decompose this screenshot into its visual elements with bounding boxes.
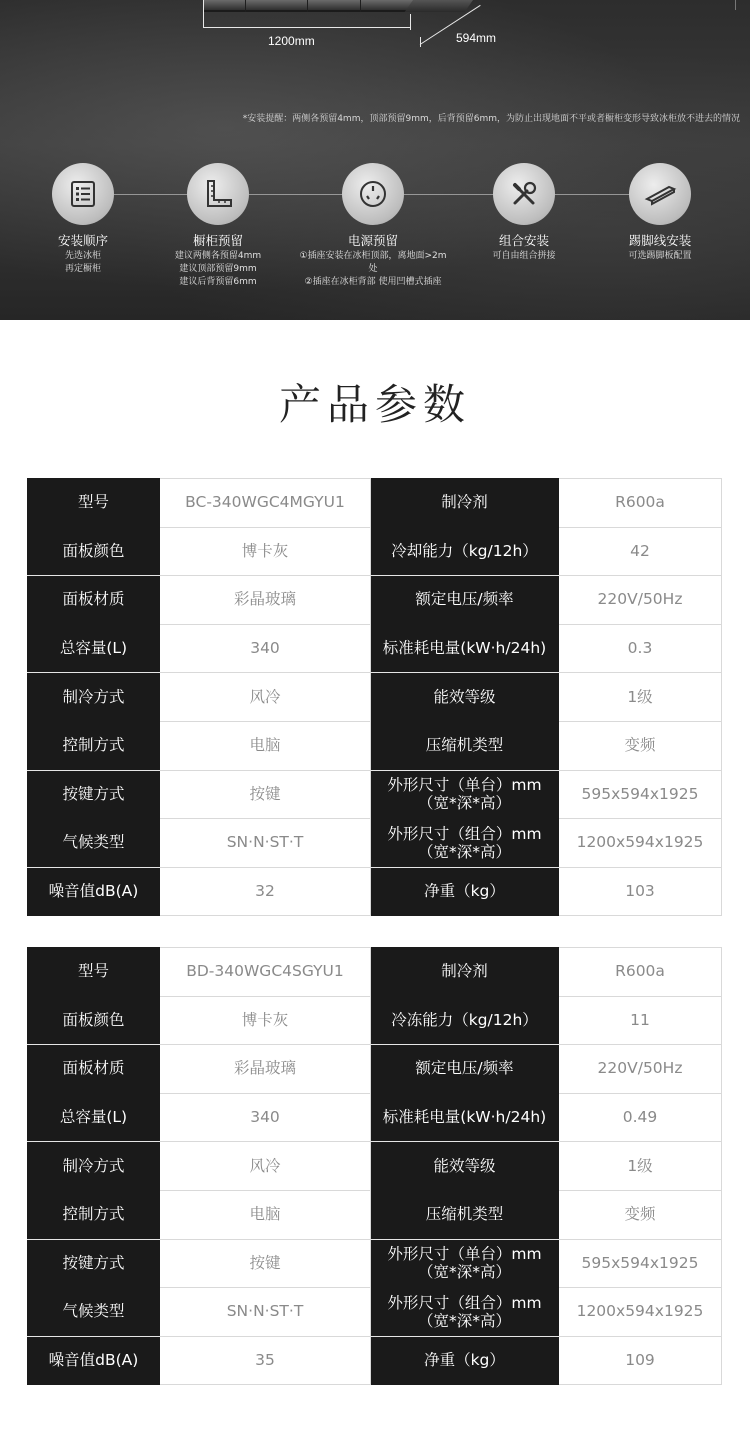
spec-row — [28, 1190, 722, 1239]
spec-label: 净重（kg） — [371, 867, 559, 916]
spec-row — [28, 1142, 722, 1191]
spec-row — [28, 770, 722, 819]
spec-label: 冷冻能力（kg/12h） — [371, 996, 559, 1045]
section-title: 产品参数 — [278, 380, 471, 429]
step-description: 先选冰柜 再定橱柜 — [64, 251, 101, 274]
fridge-side-edge — [405, 0, 473, 12]
spec-label: 制冷方式 — [28, 1142, 160, 1191]
step-title: 电源预留 — [347, 233, 398, 248]
step-baseboard-install — [585, 163, 735, 263]
spec-value: 彩晶玻璃 — [160, 576, 371, 625]
spec-value: 变频 — [559, 721, 722, 770]
spec-value: 220V/50Hz — [559, 1045, 722, 1094]
corner-ruler-icon — [187, 163, 249, 225]
width-dimension-label: 1200mm — [268, 34, 315, 48]
list-icon — [52, 163, 114, 225]
spec-row — [28, 819, 722, 868]
spec-row — [28, 673, 722, 722]
spec-value: 博卡灰 — [160, 996, 371, 1045]
spec-value: 按键 — [160, 1239, 371, 1288]
spec-label: 额定电压/频率 — [371, 576, 559, 625]
spec-value: 103 — [559, 867, 722, 916]
spec-value: 32 — [160, 867, 371, 916]
fridge-segment-line — [245, 0, 246, 12]
spec-label: 能效等级 — [371, 1142, 559, 1191]
spec-value: 340 — [160, 624, 371, 673]
spec-value: 42 — [559, 527, 722, 576]
spec-label: 压缩机类型 — [371, 721, 559, 770]
step-combo-install — [449, 163, 599, 263]
spec-label: 气候类型 — [28, 1288, 160, 1337]
spec-row — [28, 1045, 722, 1094]
step-description: ①插座安装在冰柜顶部，离地面>2m处 ②插座在冰柜背部 使用凹槽式插座 — [299, 251, 447, 287]
spec-label: 冷却能力（kg/12h） — [371, 527, 559, 576]
spec-label: 面板材质 — [28, 1045, 160, 1094]
spec-value: BC-340WGC4MGYU1 — [160, 479, 371, 528]
spec-value: BD-340WGC4SGYU1 — [160, 948, 371, 997]
spec-value: 按键 — [160, 770, 371, 819]
spec-label: 噪音值dB(A) — [28, 1336, 160, 1385]
spec-value: 电脑 — [160, 1190, 371, 1239]
spec-row — [28, 1239, 722, 1288]
spec-label: 面板材质 — [28, 576, 160, 625]
spec-value: 电脑 — [160, 721, 371, 770]
spec-label: 外形尺寸（单台）mm （宽*深*高） — [371, 770, 559, 819]
depth-dimension-label: 594mm — [456, 31, 497, 45]
spec-row — [28, 1336, 722, 1385]
spec-row — [28, 721, 722, 770]
spec-row — [28, 948, 722, 997]
spec-value: 1200x594x1925 — [559, 1288, 722, 1337]
spec-value: 340 — [160, 1093, 371, 1142]
spec-row — [28, 996, 722, 1045]
dimension-tick — [203, 0, 204, 28]
spec-label: 外形尺寸（单台）mm （宽*深*高） — [371, 1239, 559, 1288]
width-dimension-line — [203, 27, 411, 28]
spec-label: 控制方式 — [28, 721, 160, 770]
spec-value: SN·N·ST·T — [160, 819, 371, 868]
spec-label: 噪音值dB(A) — [28, 867, 160, 916]
step-description: 建议两侧各预留4mm 建议顶部预留9mm 建议后背预留6mm — [174, 251, 262, 287]
spec-label: 总容量(L) — [28, 624, 160, 673]
spec-value: R600a — [559, 479, 722, 528]
baseboard-icon — [629, 163, 691, 225]
step-title: 橱柜预留 — [192, 233, 243, 248]
power-socket-icon — [342, 163, 404, 225]
step-cabinet-reserve — [143, 163, 293, 289]
spec-value: SN·N·ST·T — [160, 1288, 371, 1337]
spec-value: 风冷 — [160, 1142, 371, 1191]
spec-value: 35 — [160, 1336, 371, 1385]
spec-label: 额定电压/频率 — [371, 1045, 559, 1094]
spec-label: 标准耗电量(kW·h/24h) — [371, 624, 559, 673]
spec-value: 0.49 — [559, 1093, 722, 1142]
spec-row — [28, 479, 722, 528]
fridge-bottom-edge — [203, 0, 413, 12]
install-steps — [0, 163, 750, 313]
spec-label: 压缩机类型 — [371, 1190, 559, 1239]
spec-value: 0.3 — [559, 624, 722, 673]
step-description: 可选踢脚板配置 — [628, 251, 692, 261]
step-power-reserve — [298, 163, 448, 289]
spec-value: 109 — [559, 1336, 722, 1385]
spec-value: R600a — [559, 948, 722, 997]
fridge-segment-line — [360, 0, 361, 12]
spec-row — [28, 1288, 722, 1337]
spec-label: 型号 — [28, 479, 160, 528]
spec-label: 外形尺寸（组合）mm （宽*深*高） — [371, 819, 559, 868]
spec-label: 型号 — [28, 948, 160, 997]
spec-value: 博卡灰 — [160, 527, 371, 576]
spec-label: 面板颜色 — [28, 527, 160, 576]
spec-value: 1级 — [559, 1142, 722, 1191]
spec-table-freezer — [27, 947, 722, 1385]
step-description: 可自由组合拼接 — [492, 251, 556, 261]
spec-value: 变频 — [559, 1190, 722, 1239]
spec-table-refrigerator — [27, 478, 722, 916]
spec-value: 595x594x1925 — [559, 770, 722, 819]
step-title: 踢脚线安装 — [628, 233, 692, 248]
install-banner — [0, 0, 750, 320]
spec-value: 1200x594x1925 — [559, 819, 722, 868]
spec-row — [28, 1093, 722, 1142]
spec-label: 外形尺寸（组合）mm （宽*深*高） — [371, 1288, 559, 1337]
spec-value: 220V/50Hz — [559, 576, 722, 625]
spec-label: 按键方式 — [28, 1239, 160, 1288]
step-title: 组合安装 — [498, 233, 549, 248]
spec-label: 净重（kg） — [371, 1336, 559, 1385]
spec-label: 制冷方式 — [28, 673, 160, 722]
dimension-tick — [735, 0, 736, 10]
spec-label: 按键方式 — [28, 770, 160, 819]
spec-row — [28, 527, 722, 576]
spec-label: 能效等级 — [371, 673, 559, 722]
spec-label: 标准耗电量(kW·h/24h) — [371, 1093, 559, 1142]
spec-label: 总容量(L) — [28, 1093, 160, 1142]
spec-label: 控制方式 — [28, 1190, 160, 1239]
spec-label: 制冷剂 — [371, 479, 559, 528]
spec-label: 面板颜色 — [28, 996, 160, 1045]
spec-row — [28, 624, 722, 673]
spec-label: 制冷剂 — [371, 948, 559, 997]
step-title: 安装顺序 — [57, 233, 108, 248]
spec-label: 气候类型 — [28, 819, 160, 868]
spec-value: 彩晶玻璃 — [160, 1045, 371, 1094]
spec-row — [28, 867, 722, 916]
step-install-order — [8, 163, 158, 276]
spec-value: 595x594x1925 — [559, 1239, 722, 1288]
spec-value: 11 — [559, 996, 722, 1045]
spec-row — [28, 576, 722, 625]
install-note: *安装提醒：两侧各预留4mm，顶部预留9mm，后背预留6mm，为防止出现地面不平或者橱柜变形导致冰柜放不进去的情况 — [242, 114, 740, 124]
dimension-tick — [420, 37, 421, 47]
tools-icon — [493, 163, 555, 225]
fridge-segment-line — [307, 0, 308, 12]
spec-value: 风冷 — [160, 673, 371, 722]
spec-value: 1级 — [559, 673, 722, 722]
